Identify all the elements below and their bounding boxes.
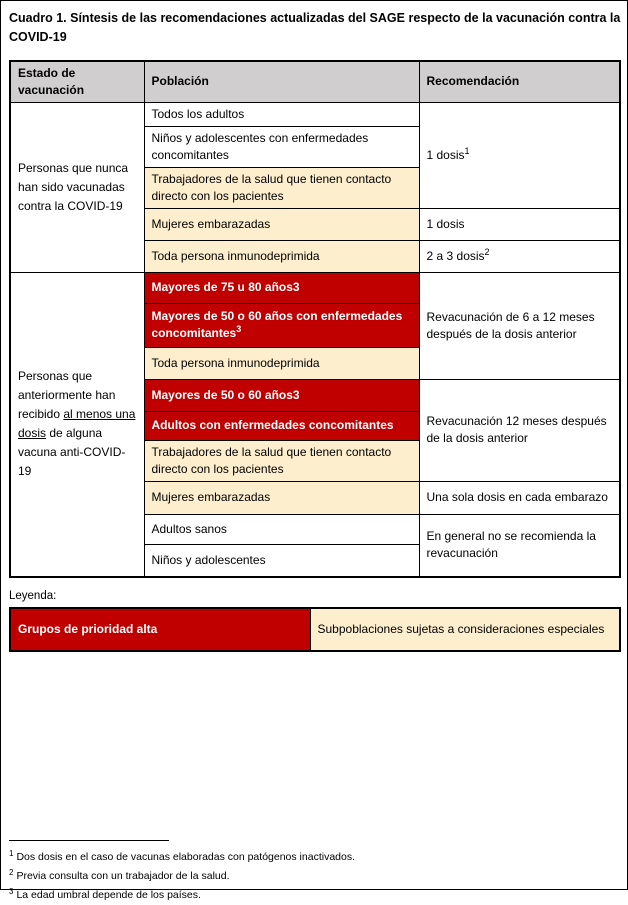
footnote-text: La edad umbral depende de los países. <box>16 889 201 901</box>
recomendacion-cell: Revacunación 12 meses después de la dosis anterior <box>419 379 620 481</box>
footnote-marker: 3 <box>9 886 14 896</box>
poblacion-cell: Niños y adolescentes <box>144 544 419 577</box>
poblacion-cell: Trabajadores de la salud que tienen contacto directo con los pacientes <box>144 440 419 481</box>
footnote-2 <box>9 867 619 886</box>
table-row <box>10 272 620 303</box>
recomendacion-cell: Una sola dosis en cada embarazo <box>419 481 620 514</box>
footnote-1 <box>9 848 619 867</box>
poblacion-cell: Niños y adolescentes con enfermedades concomitantes <box>144 126 419 167</box>
estado-text-underlined: al menos una dosis <box>18 407 136 441</box>
recomendacion-cell: 1 dosis <box>419 208 620 240</box>
col-header-estado-vacunacion: Estado de vacunación <box>10 61 144 103</box>
poblacion-cell <box>144 303 419 347</box>
footnote-separator <box>9 840 169 841</box>
footnote-ref: 1 <box>464 145 470 156</box>
poblacion-cell: Todos los adultos <box>144 102 419 126</box>
recomendacion-text: 1 dosis <box>426 147 465 162</box>
poblacion-cell: Mayores de 50 o 60 años3 <box>144 379 419 411</box>
footnote-ref: 2 <box>484 246 490 257</box>
poblacion-cell: Toda persona inmunodeprimida <box>144 347 419 379</box>
estado-cell-never-vaccinated: Personas que nunca han sido vacunadas contra la COVID-19 <box>10 102 144 272</box>
footnotes-section <box>9 840 619 905</box>
legend-special-considerations-cell: Subpoblaciones sujetas a consideraciones especiales <box>310 608 620 651</box>
poblacion-cell: Mujeres embarazadas <box>144 481 419 514</box>
poblacion-cell: Mayores de 75 u 80 años3 <box>144 272 419 303</box>
legend-row <box>10 608 620 651</box>
poblacion-cell: Adultos sanos <box>144 514 419 544</box>
table-caption: Cuadro 1. Síntesis de las recomendaciones actualizadas del SAGE respecto de la vacunación contra la COVID-19 <box>9 11 621 44</box>
poblacion-cell: Trabajadores de la salud que tienen contacto directo con los pacientes <box>144 167 419 208</box>
col-header-recomendacion: Recomendación <box>419 61 620 103</box>
footnote-3 <box>9 886 619 905</box>
legend-table <box>9 607 621 652</box>
footnote-marker: 1 <box>9 848 14 858</box>
legend-label: Leyenda: <box>9 590 57 602</box>
col-header-poblacion: Población <box>144 61 419 103</box>
recomendacion-cell <box>419 240 620 272</box>
document-page <box>1 1 627 905</box>
estado-text: de alguna vacuna anti-COVID-19 <box>18 426 126 479</box>
poblacion-text: Mayores de 50 o 60 años con enfermedades concomitantes <box>151 309 403 340</box>
table-row <box>10 102 620 126</box>
table-header-row <box>10 61 620 103</box>
poblacion-cell: Adultos con enfermedades concomitantes <box>144 411 419 440</box>
recomendacion-cell <box>419 102 620 208</box>
estado-cell-previously-vaccinated <box>10 272 144 577</box>
estado-text: Personas que anteriormente han recibido <box>18 369 116 422</box>
recomendacion-text: 2 a 3 dosis <box>426 248 485 263</box>
footnote-text: Dos dosis en el caso de vacunas elaboradas con patógenos inactivados. <box>16 851 356 863</box>
poblacion-cell: Toda persona inmunodeprimida <box>144 240 419 272</box>
footnote-ref: 3 <box>236 324 242 334</box>
recommendations-table <box>9 60 621 579</box>
footnote-text: Previa consulta con un trabajador de la salud. <box>16 870 230 882</box>
poblacion-cell: Mujeres embarazadas <box>144 208 419 240</box>
legend-high-priority-cell: Grupos de prioridad alta <box>10 608 310 651</box>
recomendacion-cell: Revacunación de 6 a 12 meses después de la dosis anterior <box>419 272 620 379</box>
recomendacion-cell: En general no se recomienda la revacunación <box>419 514 620 577</box>
footnote-marker: 2 <box>9 867 14 877</box>
